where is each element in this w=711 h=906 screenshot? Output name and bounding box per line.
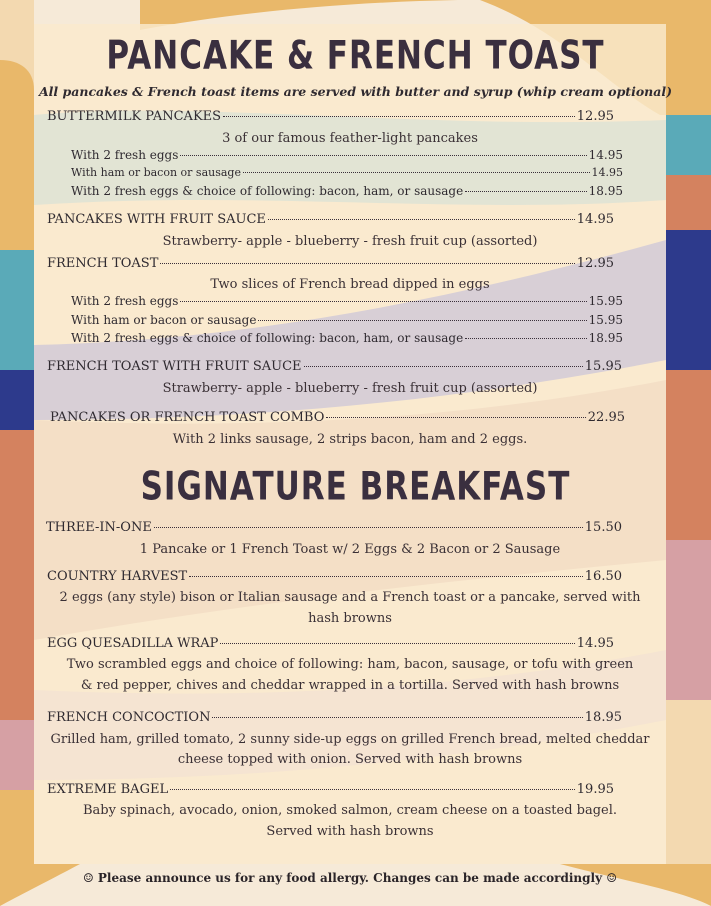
item-price: 14.95 [576,636,614,651]
menu-item-french-concoction [47,710,622,725]
menu-item-three-in-one [46,520,622,535]
item-description: Strawberry- apple - blueberry - fresh fruit cup (assorted) [162,381,538,396]
item-description-line: Grilled ham, grilled tomato, 2 sunny side-up eggs on grilled French bread, melted cheddar [50,732,650,747]
option-row [71,184,623,198]
dot-leader [326,417,585,418]
option-name: With 2 fresh eggs [71,148,179,162]
option-name: With ham or bacon or sausage [71,313,257,327]
dot-leader [212,717,582,718]
dot-leader [189,576,583,577]
dot-leader [465,191,586,192]
item-description: 1 Pancake or 1 French Toast w/ 2 Eggs & 2 Bacon or 2 Sausage [139,542,561,557]
dot-leader [180,301,586,302]
option-price: 15.95 [588,313,623,327]
dot-leader [465,338,586,339]
item-name: COUNTRY HARVEST [47,569,188,584]
item-description: 3 of our famous feather-light pancakes [222,131,478,146]
option-price: 14.95 [588,148,623,162]
item-name: EXTREME BAGEL [47,782,169,797]
menu-item-buttermilk-pancakes [47,109,614,124]
option-row [71,331,623,345]
dot-leader [180,155,586,156]
item-description: Two slices of French bread dipped in eggs [210,277,490,292]
item-price: 15.50 [584,520,622,535]
dot-leader [154,527,583,528]
option-price: 18.95 [588,331,623,345]
dot-leader [223,116,575,117]
item-price: 19.95 [576,782,614,797]
item-name: THREE-IN-ONE [46,520,152,535]
option-row [71,313,623,327]
item-price: 22.95 [587,410,625,425]
dot-leader [268,219,575,220]
item-name: BUTTERMILK PANCAKES [47,109,222,124]
item-price: 18.95 [584,710,622,725]
menu-subtitle: All pancakes & French toast items are served with butter and syrup (whip cream optional) [38,84,673,99]
item-description-line: Baby spinach, avocado, onion, smoked salmon, cream cheese on a toasted bagel. [82,803,618,818]
menu-item-pancakes-fruit-sauce [47,212,614,227]
item-description: With 2 links sausage, 2 strips bacon, ham and 2 eggs. [172,432,528,447]
menu-item-french-toast [47,256,614,271]
section-heading-signature: SIGNATURE BREAKFAST [140,464,571,510]
item-price: 12.95 [576,256,614,271]
dot-leader [160,263,574,264]
allergy-notice: ☺ Please announce us for any food allergy. Changes can be made accordingly ☺ [82,871,618,885]
item-price: 14.95 [576,212,614,227]
dot-leader [243,172,590,173]
item-name: FRENCH TOAST WITH FRUIT SAUCE [47,359,302,374]
item-description-line: Served with hash browns [266,824,434,839]
item-price: 15.95 [584,359,622,374]
option-row [71,148,623,162]
menu-item-french-toast-fruit-sauce [47,359,622,374]
item-name: PANCAKES OR FRENCH TOAST COMBO [50,410,325,425]
item-description-line: & red pepper, chives and cheddar wrapped in a tortilla. Served with hash browns [80,678,620,693]
dot-leader [220,643,574,644]
option-price: 18.95 [588,184,623,198]
item-name: EGG QUESADILLA WRAP [47,636,219,651]
item-name: FRENCH CONCOCTION [47,710,211,725]
option-name: With 2 fresh eggs [71,294,179,308]
item-name: FRENCH TOAST [47,256,159,271]
option-name: With 2 fresh eggs & choice of following: bacon, ham, or sausage [71,331,464,345]
option-row [71,166,623,179]
section-heading-pancake: PANCAKE & FRENCH TOAST [106,33,605,79]
item-price: 12.95 [576,109,614,124]
option-price: 14.95 [591,166,623,179]
item-description-line: 2 eggs (any style) bison or Italian sausage and a French toast or a pancake, served with [59,590,641,605]
option-name: With ham or bacon or sausage [71,166,241,179]
dot-leader [258,320,586,321]
menu-item-combo [50,410,625,425]
option-row [71,294,623,308]
item-description-line: hash browns [308,611,392,626]
item-description-line: cheese topped with onion. Served with hash browns [177,752,523,767]
menu-item-extreme-bagel [47,782,614,797]
menu-item-egg-quesadilla-wrap [47,636,614,651]
option-name: With 2 fresh eggs & choice of following: bacon, ham, or sausage [71,184,464,198]
item-name: PANCAKES WITH FRUIT SAUCE [47,212,266,227]
menu-item-country-harvest [47,569,622,584]
dot-leader [304,366,583,367]
item-description-line: Two scrambled eggs and choice of following: ham, bacon, sausage, or tofu with green [66,657,634,672]
item-price: 16.50 [584,569,622,584]
option-price: 15.95 [588,294,623,308]
item-description: Strawberry- apple - blueberry - fresh fruit cup (assorted) [162,234,538,249]
dot-leader [170,789,575,790]
